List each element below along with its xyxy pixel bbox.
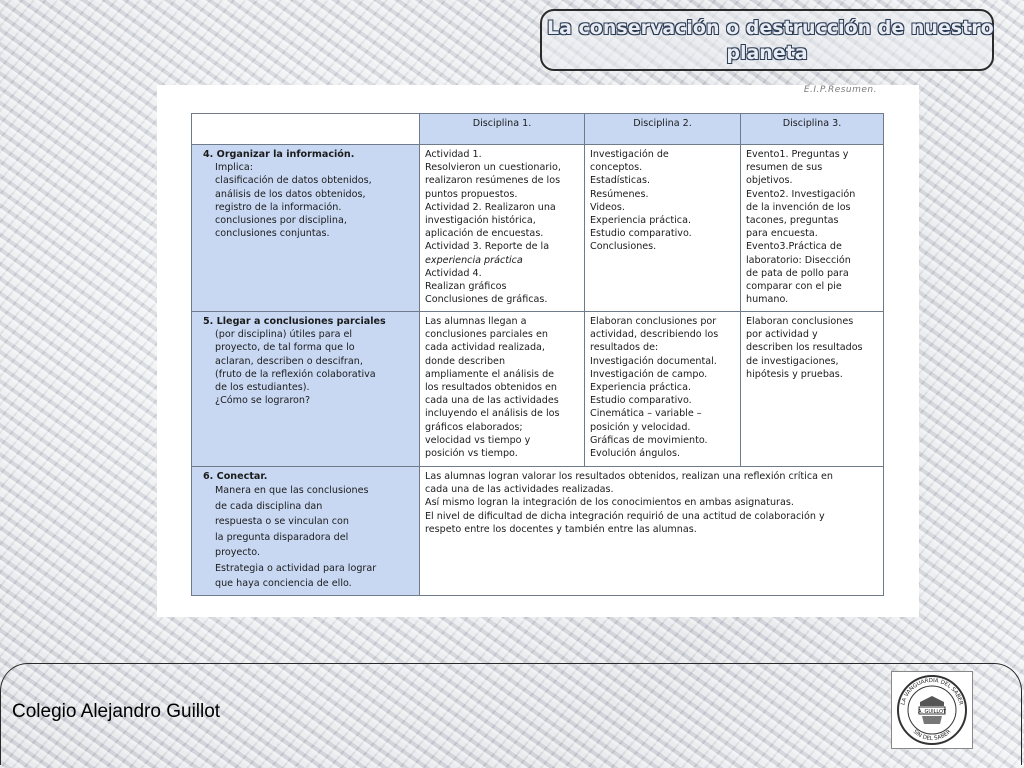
cell-line: Evento2. Investigación — [746, 188, 856, 200]
cell-line: donde describen — [425, 355, 506, 367]
row-label-body — [215, 161, 414, 240]
cell-line: ampliamente el análisis de — [425, 368, 555, 380]
slide-title-line-1: La conservación o destrucción de nuestro — [547, 17, 994, 39]
cell-line: Evento3.Práctica de — [746, 241, 842, 253]
cell-line: cada una de las actividades — [425, 395, 559, 407]
cell-line: tacones, preguntas — [746, 215, 839, 227]
row-label-line: de cada disciplina dan — [215, 500, 323, 512]
cell-line: respeto entre los docentes y también entre las alumnas. — [425, 523, 697, 535]
row-label-line: proyecto. — [215, 547, 261, 559]
cell-line: Resúmenes. — [590, 188, 649, 200]
row-label-line: conclusiones conjuntas. — [215, 228, 330, 240]
slide-title-line-2: planeta — [726, 42, 808, 64]
row-label-body — [215, 483, 414, 592]
cell-line: Videos. — [590, 201, 625, 213]
cell-line: Estudio comparativo. — [590, 395, 692, 407]
cell-line: laboratorio: Disección — [746, 254, 851, 266]
table-header-row — [192, 114, 884, 145]
cell-line: resumen de sus — [746, 162, 823, 174]
row-label-line: la pregunta disparadora del — [215, 531, 349, 543]
row-label-line: ¿Cómo se lograron? — [215, 395, 311, 407]
cell-line: Evolución ángulos. — [590, 448, 681, 460]
cell-line: Evento1. Preguntas y — [746, 149, 849, 160]
cell-line: hipótesis y pruebas. — [746, 368, 843, 380]
row-label-line: respuesta o se vinculan con — [215, 516, 349, 528]
cell-line: Las alumnas llegan a — [425, 316, 527, 327]
row-label-cell — [192, 312, 420, 467]
seal-top-text: LA VANGUARDIA DEL SABER — [900, 677, 964, 706]
cell-disciplina-2 — [585, 145, 741, 312]
row-label-line: (fruto de la reflexión colaborativa — [215, 368, 376, 380]
cell-line: cada una de las actividades realizadas. — [425, 484, 614, 496]
cell-line: Actividad 4. — [425, 267, 482, 279]
cell-line: velocidad vs tiempo y — [425, 434, 531, 446]
cell-line: objetivos. — [746, 175, 793, 187]
cell-line: realizaron resúmenes de los — [425, 175, 561, 187]
row-label-line: Manera en que las conclusiones — [215, 485, 369, 497]
cell-line: Estudio comparativo. — [590, 228, 692, 240]
cell-line: por actividad y — [746, 329, 818, 341]
cell-line: El nivel de dificultad de dicha integración requirió de una actitud de colaboración y — [425, 510, 825, 522]
cell-line: los resultados obtenidos en — [425, 382, 557, 394]
cell-line: describen los resultados — [746, 342, 863, 354]
cell-line: humano. — [746, 294, 789, 306]
cell-line: Investigación de campo. — [590, 368, 708, 380]
cell-line: conclusiones parciales en — [425, 329, 548, 341]
row-label-line: Estrategia o actividad para lograr — [215, 562, 377, 574]
row-label-line: clasificación de datos obtenidos, — [215, 175, 372, 187]
cell-line: cada actividad realizada, — [425, 342, 545, 354]
cell-line: investigación histórica, — [425, 215, 536, 227]
row-label-line: conclusiones por disciplina, — [215, 215, 347, 227]
column-header: Disciplina 2. — [585, 114, 741, 145]
cell-line: Cinemática – variable – — [590, 408, 702, 420]
row-label-line: de los estudiantes). — [215, 382, 310, 394]
cell-line: Realizan gráficos — [425, 281, 507, 293]
row-label-title: 4. Organizar la información. — [203, 149, 355, 160]
row-label-body — [215, 328, 414, 407]
cell-line: posición y velocidad. — [590, 421, 691, 433]
cell-line: Conclusiones de gráficas. — [425, 294, 548, 306]
cell-disciplina-3 — [741, 312, 884, 467]
cell-line: de investigaciones, — [746, 355, 839, 367]
cell-line: Investigación documental. — [590, 355, 717, 367]
cell-line: Elaboran conclusiones por — [590, 316, 717, 327]
table-row — [192, 145, 884, 312]
seal-center-text: A. GUILLOT — [918, 709, 946, 715]
row-label-line: (por disciplina) útiles para el — [215, 329, 353, 341]
cell-line: Resolvieron un cuestionario, — [425, 162, 561, 174]
cell-line: experiencia práctica — [425, 254, 523, 266]
slide-title — [547, 16, 994, 66]
row-label-cell — [192, 145, 420, 312]
cell-line: Experiencia práctica. — [590, 382, 692, 394]
title-box — [540, 9, 994, 71]
cell-line: Así mismo logran la integración de los conocimientos en ambas asignaturas. — [425, 497, 794, 509]
school-seal-logo — [891, 671, 973, 749]
cell-line: Actividad 2. Realizaron una — [425, 201, 556, 213]
cell-line: Elaboran conclusiones — [746, 316, 854, 327]
cell-line: Conclusiones. — [590, 241, 657, 253]
document-header-note: E.I.P.Resumen. — [803, 85, 877, 95]
cell-line: resultados de: — [590, 342, 659, 354]
row-label-title: 5. Llegar a conclusiones parciales — [203, 316, 386, 327]
cell-line: conceptos. — [590, 162, 643, 174]
row-label-line: Implica: — [215, 162, 253, 174]
seal-icon — [892, 672, 972, 748]
seal-bottom-text: SIN DEL SABER — [911, 728, 953, 743]
row-label-title: 6. Conectar. — [203, 471, 268, 482]
cell-line: de la invención de los — [746, 201, 851, 213]
column-header: Disciplina 1. — [420, 114, 585, 145]
column-header: Disciplina 3. — [741, 114, 884, 145]
cell-line: Las alumnas logran valorar los resultados obtenidos, realizan una reflexión crítica en — [425, 471, 834, 482]
cell-line: comparar con el pie — [746, 281, 842, 293]
cell-line: incluyendo el análisis de los — [425, 408, 560, 420]
summary-table — [191, 113, 884, 596]
cell-line: Estadísticas. — [590, 175, 651, 187]
cell-line: Investigación de — [590, 149, 669, 160]
row-label-line: análisis de los datos obtenidos, — [215, 188, 366, 200]
cell-disciplina-1 — [420, 312, 585, 467]
row-label-cell — [192, 467, 420, 596]
cell-line: puntos propuestos. — [425, 188, 518, 200]
row-label-line: que haya conciencia de ello. — [215, 578, 352, 590]
row-label-line: proyecto, de tal forma que lo — [215, 342, 355, 354]
cell-line: de pata de pollo para — [746, 267, 849, 279]
cell-line: Experiencia práctica. — [590, 215, 692, 227]
cell-disciplina-1 — [420, 145, 585, 312]
cell-line: actividad, describiendo los — [590, 329, 719, 341]
table-row — [192, 467, 884, 596]
row-label-line: registro de la información. — [215, 201, 342, 213]
header-empty-cell — [192, 114, 420, 145]
cell-line: Actividad 1. — [425, 149, 482, 160]
cell-line: gráficos elaborados; — [425, 421, 523, 433]
cell-line: para encuesta. — [746, 228, 818, 240]
table-row — [192, 312, 884, 467]
document-image — [157, 85, 919, 617]
school-name: Colegio Alejandro Guillot — [12, 701, 221, 722]
cell-disciplina-2 — [585, 312, 741, 467]
cell-merged-conclusion — [420, 467, 884, 596]
row-label-line: aclaran, describen o descifran, — [215, 355, 363, 367]
cell-line: Gráficas de movimiento. — [590, 434, 708, 446]
cell-line: posición vs tiempo. — [425, 448, 518, 460]
cell-line: aplicación de encuestas. — [425, 228, 544, 240]
cell-line: Actividad 3. Reporte de la — [425, 241, 550, 253]
cell-disciplina-3 — [741, 145, 884, 312]
